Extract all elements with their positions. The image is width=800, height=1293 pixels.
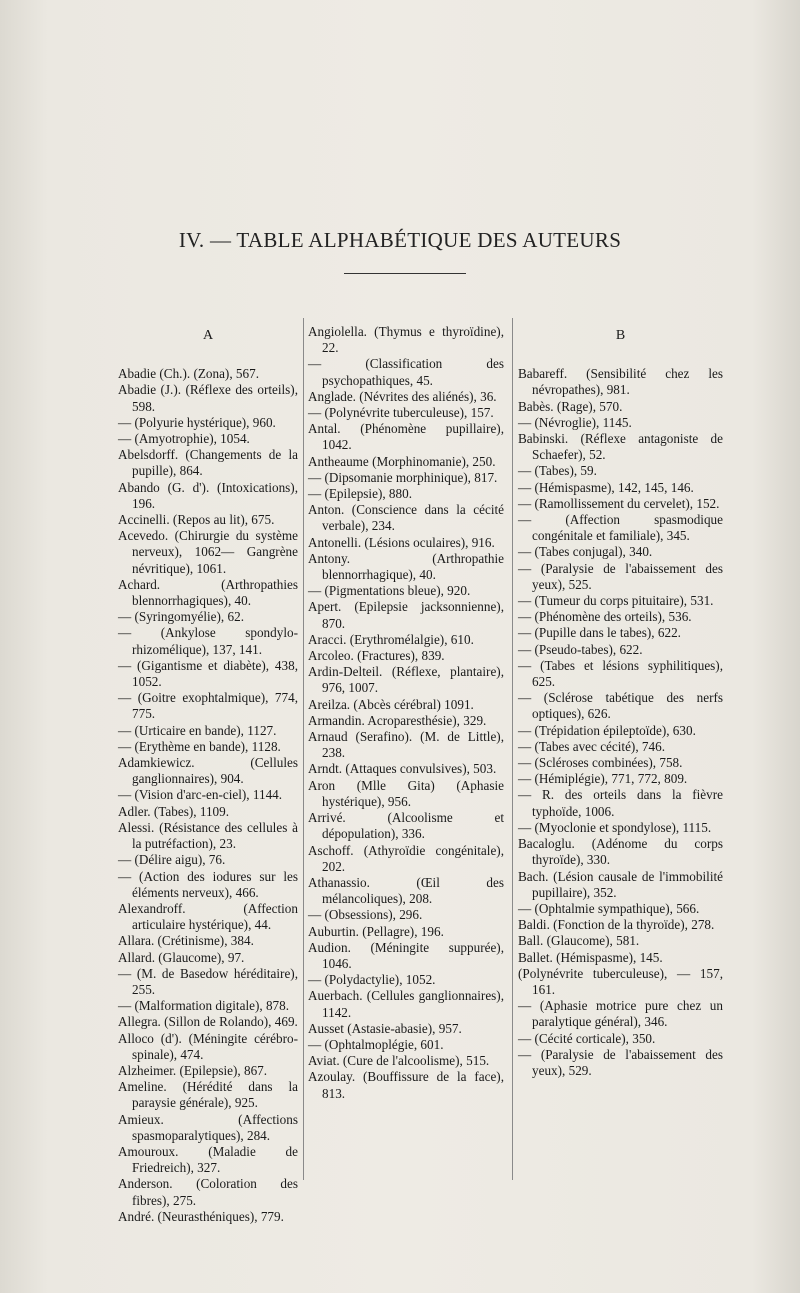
index-entry: Accinelli. (Repos au lit), 675. — [118, 512, 275, 528]
index-entry: Apert. (Epilepsie jacksonnienne), 870. — [308, 599, 504, 631]
index-entry: Azoulay. (Bouffissure de la face), 813. — [308, 1069, 504, 1101]
index-entry: Ballet. (Hémispasme), 145. — [518, 949, 663, 965]
index-entry: Abelsdorff. (Changements de la pupille), 864. — [118, 447, 298, 479]
index-entry: Babinski. (Réflexe antagoniste de Schaefer), 52. — [518, 431, 723, 463]
column-divider-1 — [303, 318, 304, 1180]
index-entry: Aracci. (Erythromélalgie), 610. — [308, 631, 474, 647]
index-entry: — (Ophtalmoplégie, 601. — [308, 1036, 444, 1052]
index-entry: Arcoleo. (Fractures), 839. — [308, 648, 445, 664]
index-entry: Abadie (Ch.). (Zona), 567. — [118, 366, 259, 382]
section-letter-b: B — [615, 328, 626, 343]
index-entry: — (Ramollissement du cervelet), 152. — [518, 495, 720, 511]
index-entry: Abando (G. d'). (Intoxications), 196. — [118, 479, 298, 511]
column-3 — [518, 324, 723, 1079]
index-entry: — (Tabes conjugal), 340. — [518, 544, 653, 560]
index-entry: Allara. (Crétinisme), 384. — [118, 933, 254, 949]
index-entry: — (Classification des psychopathiques, 45. — [308, 356, 504, 388]
title-rule — [344, 273, 466, 274]
index-entry: Ausset (Astasie-abasie), 957. — [308, 1020, 462, 1036]
section-letter-a: A — [202, 328, 214, 343]
index-entry: Adamkiewicz. (Cellules ganglionnaires), 904. — [118, 755, 298, 787]
index-entry: — (Affection spasmodique congénitale et familiale), 345. — [518, 512, 723, 544]
index-entry: Arndt. (Attaques convulsives), 503. — [308, 761, 497, 777]
index-entry: Bacaloglu. (Adénome du corps thyroïde), 330. — [518, 836, 723, 868]
index-entry: Angiolella. (Thymus e thyroïdine), 22. — [308, 324, 504, 356]
index-entry: — (Action des iodures sur les éléments nerveux), 466. — [118, 868, 298, 900]
index-entry: Adler. (Tabes), 1109. — [118, 803, 230, 819]
index-entry: Bach. (Lésion causale de l'immobilité pupillaire), 352. — [518, 868, 723, 900]
index-entry: — (Obsessions), 296. — [308, 907, 423, 923]
index-entry: — (Amyotrophie), 1054. — [118, 431, 250, 447]
index-entry: — (Trépidation épileptoïde), 630. — [518, 722, 696, 738]
index-entry: Auerbach. (Cellules ganglionnaires), 1142. — [308, 988, 504, 1020]
index-entry: — (Erythème en bande), 1128. — [118, 738, 281, 754]
index-entry: — (Hémiplégie), 771, 772, 809. — [518, 771, 688, 787]
index-entry: Antal. (Phénomène pupillaire), 1042. — [308, 421, 504, 453]
index-entry: Athanassio. (Œil des mélancoliques), 208. — [308, 874, 504, 907]
index-entry: Alloco (d'). (Méningite cérébro-spinale), 474. — [118, 1030, 298, 1062]
index-entry: — (Phénomène des orteils), 536. — [518, 609, 692, 625]
column-2 — [308, 324, 504, 1102]
index-entry: — (Tumeur du corps pituitaire), 531. — [518, 593, 714, 609]
index-entry: Arnaud (Serafino). (M. de Little), 238. — [308, 729, 504, 761]
index-entry: Audion. (Méningite suppurée), 1046. — [308, 939, 504, 971]
index-entry: Acevedo. (Chirurgie du système nerveux), 1062— Gangrène névritique), 1061. — [118, 528, 298, 576]
index-entry: Ameline. (Hérédité dans la paraysie générale), 925. — [118, 1079, 298, 1111]
index-entry: Amieux. (Affections spasmoparalytiques), 284. — [118, 1111, 298, 1143]
index-entry: Auburtin. (Pellagre), 196. — [308, 923, 444, 939]
index-entry: Areilza. (Abcès cérébral) 1091. — [308, 696, 474, 712]
index-entry: — (Délire aigu), 76. — [118, 852, 226, 868]
index-entry: Aschoff. (Athyroïdie congénitale), 202. — [308, 842, 504, 874]
index-entry: — (Tabes), 59. — [518, 463, 597, 479]
index-entry: Antheaume (Morphinomanie), 250. — [308, 453, 496, 469]
index-entry: (Polynévrite tuberculeuse), — 157, 161. — [518, 965, 723, 997]
index-entry: Anglade. (Névrites des aliénés), 36. — [308, 388, 497, 404]
index-entry: — (Tabes avec cécité), 746. — [518, 738, 665, 754]
index-entry: Babès. (Rage), 570. — [518, 398, 623, 414]
index-entry: Alessi. (Résistance des cellules à la putréfaction), 23. — [118, 819, 298, 852]
index-entry: — (Syringomyélie), 62. — [118, 609, 244, 625]
index-entry: Alzheimer. (Epilepsie), 867. — [118, 1062, 268, 1078]
index-entry: Aviat. (Cure de l'alcoolisme), 515. — [308, 1053, 490, 1069]
index-entry: — (Polydactylie), 1052. — [308, 972, 436, 988]
index-entry: — (Urticaire en bande), 1127. — [118, 722, 277, 738]
index-entry: — (Paralysie de l'abaissement des yeux), 525. — [518, 560, 723, 592]
index-entry: Baldi. (Fonction de la thyroïde), 278. — [518, 917, 715, 933]
index-entry: — (Vision d'arc-en-ciel), 1144. — [118, 787, 283, 803]
index-entry: — (Pseudo-tabes), 622. — [518, 641, 643, 657]
index-entry: — (Aphasie motrice pure chez un paralytique général), 346. — [518, 998, 723, 1030]
index-entry: Antony. (Arthropathie blennorrhagique), 40. — [308, 550, 504, 583]
index-entry: Armandin. Acroparesthésie), 329. — [308, 712, 487, 728]
index-entry: Amouroux. (Maladie de Friedreich), 327. — [118, 1143, 298, 1176]
index-entry: — (Cécité corticale), 350. — [518, 1030, 656, 1046]
index-entry: Antonelli. (Lésions oculaires), 916. — [308, 534, 495, 550]
index-entry: — (Epilepsie), 880. — [308, 486, 413, 502]
index-entry: — (Gigantisme et diabète), 438, 1052. — [118, 657, 298, 690]
index-entry: Babareff. (Sensibilité chez les névropathes), 981. — [518, 366, 723, 398]
index-entry: — (Goitre exophtalmique), 774, 775. — [118, 690, 298, 722]
index-entry: — (M. de Basedow héréditaire), 255. — [118, 965, 298, 997]
index-entry: — (Sclérose tabétique des nerfs optiques), 626. — [518, 690, 723, 722]
column-1 — [118, 324, 298, 1225]
index-entry: Ball. (Glaucome), 581. — [518, 933, 640, 949]
index-entry: — R. des orteils dans la fièvre typhoïde, 1006. — [518, 787, 723, 819]
index-entry: Achard. (Arthropathies blennorrhagiques), 40. — [118, 576, 298, 609]
index-entry: — (Paralysie de l'abaissement des yeux), 529. — [518, 1046, 723, 1078]
index-entry: Ardin-Delteil. (Réflexe, plantaire), 976, 1007. — [308, 664, 504, 696]
index-entry: Aron (Mlle Gita) (Aphasie hystérique), 956. — [308, 777, 504, 809]
index-entry: — (Ophtalmie sympathique), 566. — [518, 900, 700, 916]
index-entry: — (Scléroses combinées), 758. — [518, 755, 683, 771]
index-entry: Alexandroff. (Affection articulaire hystérique), 44. — [118, 900, 298, 933]
index-entry: — (Myoclonie et spondylose), 1115. — [518, 819, 712, 835]
index-entry: — (Tabes et lésions syphilitiques), 625. — [518, 657, 723, 690]
index-entry: — (Ankylose spondylo-rhizomélique), 137, 141. — [118, 625, 298, 657]
index-entry: — (Pigmentations bleue), 920. — [308, 583, 471, 599]
column-divider-2 — [512, 318, 513, 1180]
index-entry: — (Malformation digitale), 878. — [118, 998, 290, 1014]
index-entry: André. (Neurasthéniques), 779. — [118, 1208, 284, 1224]
index-entry: Allegra. (Sillon de Rolando), 469. — [118, 1014, 298, 1030]
index-entry: — (Polyurie hystérique), 960. — [118, 414, 276, 430]
index-entry: — (Névroglie), 1145. — [518, 414, 632, 430]
page-title: IV. — TABLE ALPHABÉTIQUE DES AUTEURS — [178, 228, 622, 252]
index-entry: Abadie (J.). (Réflexe des orteils), 598. — [118, 382, 298, 414]
index-entry: — (Pupille dans le tabes), 622. — [518, 625, 681, 641]
index-entry: Arrivé. (Alcoolisme et dépopulation), 336. — [308, 810, 504, 842]
index-entry: — (Hémispasme), 142, 145, 146. — [518, 479, 694, 495]
index-entry: — (Polynévrite tuberculeuse), 157. — [308, 405, 494, 421]
index-entry: Allard. (Glaucome), 97. — [118, 949, 245, 965]
index-entry: Anton. (Conscience dans la cécité verbale), 234. — [308, 502, 504, 534]
index-entry: — (Dipsomanie morphinique), 817. — [308, 469, 498, 485]
index-entry: Anderson. (Coloration des fibres), 275. — [118, 1176, 298, 1208]
